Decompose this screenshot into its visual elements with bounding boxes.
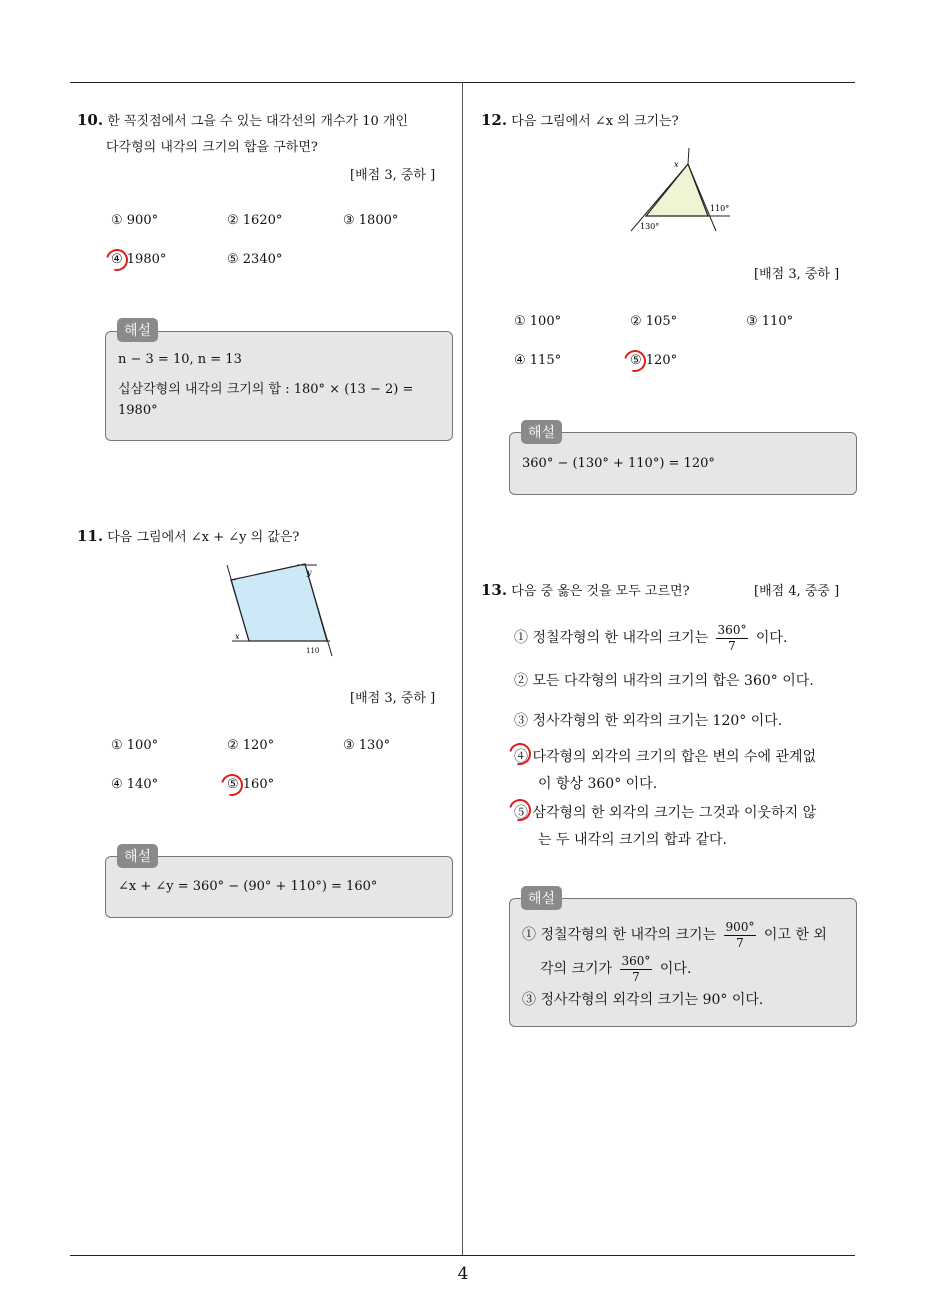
choice-2[interactable]: ② 120° [227, 738, 275, 753]
angle-x-label: x [235, 632, 240, 641]
question-number: 13. [481, 581, 508, 599]
question-number: 12. [481, 111, 508, 129]
fraction-900-7: $\frac{900^\circ}{7}$ [725, 920, 755, 950]
solution-line-1: 360° − (130° + 110°) = 120° [522, 456, 715, 471]
question-text-line2: 다각형의 내각의 크기의 합을 구하면? [106, 140, 318, 155]
score-meta: [배점 3, 중하 ] [350, 691, 436, 706]
answer-mark-circle [102, 245, 132, 275]
choice-4[interactable]: ④ 1980° [111, 252, 167, 267]
question-text: 다음 중 옳은 것을 모두 고르면? [511, 584, 690, 599]
solution-tag: 해설 [117, 844, 158, 868]
svg-text:-: - [233, 575, 236, 584]
choice-5[interactable]: ⑤ 삼각형의 한 외각의 크기는 그것과 이웃하지 않 [514, 805, 817, 821]
solution-line-1: ① 정칠각형의 한 내각의 크기는 $\frac{900^\circ}{7}$ 이고 한 외 [522, 920, 827, 950]
score-meta: [배점 4, 중중 ] [754, 584, 840, 599]
question-text: 한 꼭짓점에서 그을 수 있는 대각선의 개수가 10 개인 [107, 114, 409, 129]
choice-1[interactable]: ① 100° [111, 738, 159, 753]
solution-tag: 해설 [521, 420, 562, 444]
quadrilateral-figure [222, 558, 342, 660]
choice-1[interactable]: ① 900° [111, 213, 159, 228]
solution-box [509, 898, 857, 1027]
choice-1[interactable]: ① 100° [514, 314, 562, 329]
choice-2[interactable]: ② 1620° [227, 213, 283, 228]
choice-1[interactable] [514, 622, 787, 654]
choice-2[interactable]: ② 105° [630, 314, 678, 329]
angle-110-label: 110° [710, 204, 730, 213]
choice-4[interactable]: ④ 140° [111, 777, 159, 792]
choice-4-line2: 이 항상 360° 이다. [538, 776, 658, 792]
score-meta: [배점 3, 중하 ] [350, 168, 436, 183]
choice-1-text: ① 정칠각형의 한 내각의 크기는 [514, 630, 709, 646]
solution-line-2: 각의 크기가 $\frac{360^\circ}{7}$ 이다. [540, 954, 692, 984]
fraction-360-7: $\frac{360^\circ}{7}$ [621, 954, 651, 984]
solution-line-1: n − 3 = 10, n = 13 [118, 352, 242, 367]
choice-4[interactable]: ④ 115° [514, 353, 562, 368]
score-meta: [배점 3, 중하 ] [754, 267, 840, 282]
answer-mark-circle [620, 346, 650, 376]
solution-line-2: 십삼각형의 내각의 크기의 합 : 180° × (13 − 2) = [118, 382, 414, 397]
choice-2[interactable]: ② 모든 다각형의 내각의 크기의 합은 360° 이다. [514, 673, 814, 689]
choice-3[interactable]: ③ 110° [746, 314, 794, 329]
question-text: 다음 그림에서 ∠x 의 크기는? [511, 114, 679, 129]
solution-line-3: ③ 정사각형의 외각의 크기는 90° 이다. [522, 992, 764, 1008]
choice-3[interactable]: ③ 정사각형의 한 외각의 크기는 120° 이다. [514, 713, 783, 729]
question-text: 다음 그림에서 ∠x + ∠y 의 값은? [107, 530, 300, 545]
choice-5[interactable]: ⑤ 2340° [227, 252, 283, 267]
choice-5[interactable]: ⑤ 160° [227, 777, 275, 792]
choice-5[interactable]: ⑤ 120° [630, 353, 678, 368]
angle-110-label: 110 [306, 647, 320, 655]
page-number: 4 [457, 1264, 469, 1284]
choice-1-suffix: 이다. [755, 630, 788, 646]
angle-130-label: 130° [640, 222, 660, 231]
question-number: 10. [77, 111, 104, 129]
solution-tag: 해설 [117, 318, 158, 342]
choice-4[interactable]: ④ 다각형의 외각의 크기의 합은 변의 수에 관계없 [514, 749, 817, 765]
triangle-figure [628, 146, 734, 236]
solution-line-3: 1980° [118, 403, 158, 418]
angle-x-label: x [674, 160, 679, 169]
solution-line-1: ∠x + ∠y = 360° − (90° + 110°) = 160° [118, 879, 378, 894]
angle-y-label: y [307, 568, 312, 577]
bottom-rule [70, 1255, 855, 1256]
column-divider [462, 83, 463, 1255]
solution-tag: 해설 [521, 886, 562, 910]
solution-box [105, 331, 453, 441]
choice-3[interactable]: ③ 1800° [343, 213, 399, 228]
choice-3[interactable]: ③ 130° [343, 738, 391, 753]
question-number: 11. [77, 527, 104, 545]
choice-5-line2: 는 두 내각의 크기의 합과 같다. [538, 832, 727, 848]
fraction-360-7: $\frac{360^\circ}{7}$ [717, 623, 747, 653]
answer-mark-circle [217, 770, 247, 800]
